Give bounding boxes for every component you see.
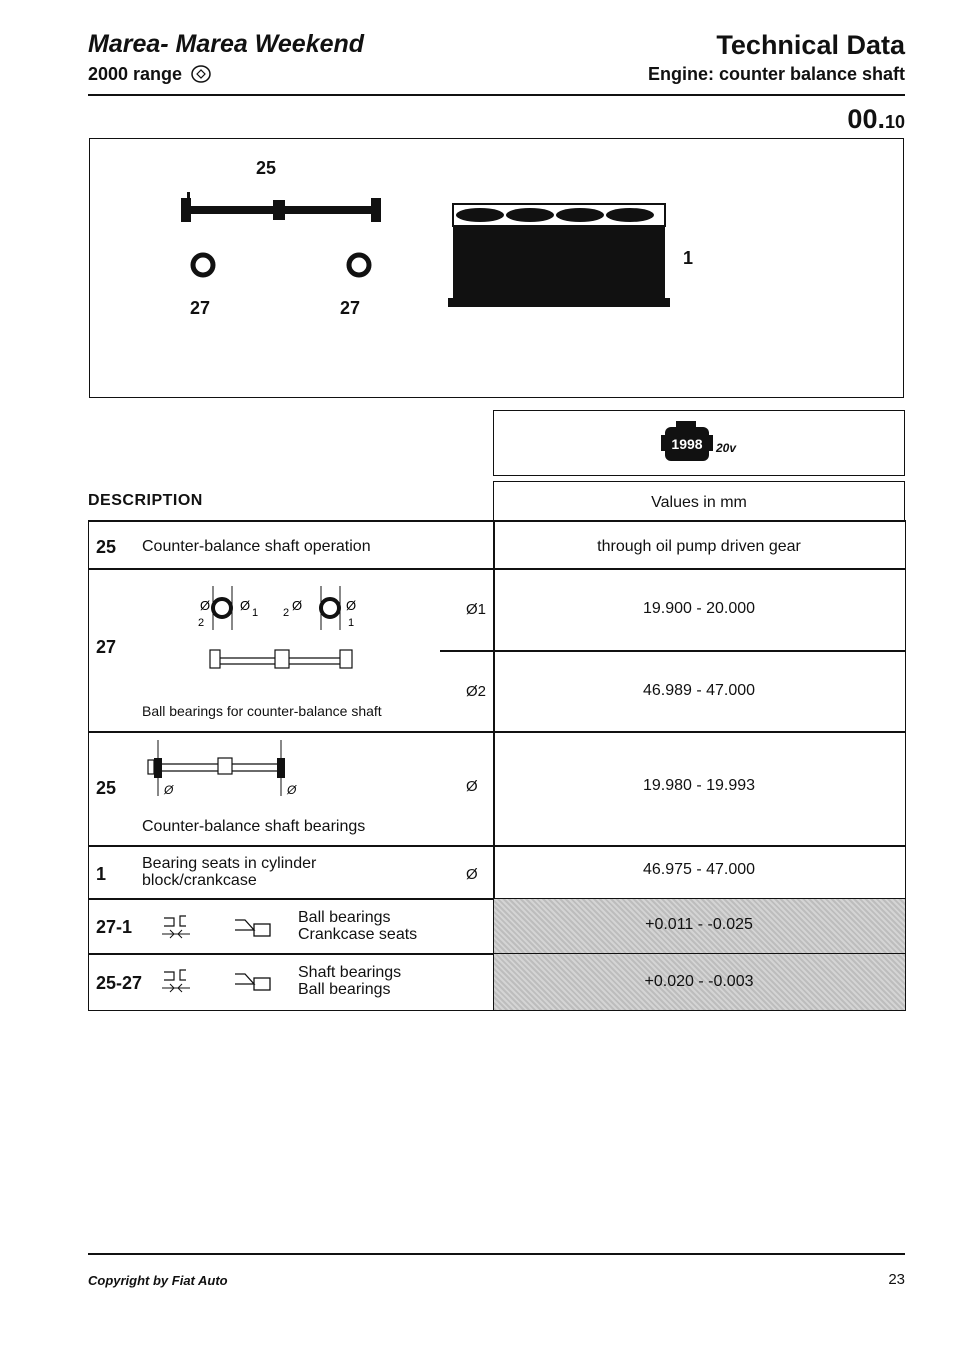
engine-block-icon: [661, 421, 713, 467]
shaft-bearing-diagram: [143, 738, 313, 802]
diagram-dia-4: Ø: [346, 598, 357, 613]
section-subtitle: Engine: counter balance shaft: [647, 64, 905, 84]
header-divider: [88, 94, 905, 96]
table-row-3-value: 19.980 - 19.993: [642, 777, 756, 794]
engine-displacement: 1998: [671, 436, 703, 452]
engine-logo-icon: [191, 65, 211, 83]
table-row-2-value-1: 19.900 - 20.000: [642, 600, 756, 617]
row-rule-2a: [440, 650, 906, 652]
clearance-icon-2: [160, 966, 280, 998]
table-row-4-value: 46.975 - 47.000: [642, 861, 756, 878]
figure-label-1: 1: [683, 248, 694, 268]
page-code-small: 10: [884, 112, 905, 132]
copyright-text: Copyright by Fiat Auto: [88, 1273, 228, 1288]
cylinder-block-diagram: [448, 200, 673, 312]
table-row-4-desc: [142, 855, 316, 889]
table-row-1-num: 25: [96, 537, 117, 557]
diagram-dia-6: Ø: [287, 783, 297, 797]
diagram-sub-2b: 2: [283, 607, 290, 619]
table-row-4-num: 1: [96, 864, 107, 884]
values-heading: Values in mm: [651, 494, 747, 511]
table-row-5-desc-line2: Crankcase seats: [298, 926, 418, 943]
diagram-dia-3: Ø: [292, 598, 303, 613]
footer-divider: [88, 1253, 905, 1255]
table-row-3-desc: Counter-balance shaft bearings: [142, 818, 366, 835]
diagram-sub-2a: 2: [198, 617, 205, 629]
table-row-4-symbol: Ø: [466, 866, 478, 883]
table-row-5-desc-line1: Ball bearings: [298, 909, 391, 926]
figure-label-25: 25: [256, 158, 277, 178]
range-label: [88, 64, 211, 85]
page-code-main: 00.: [847, 104, 885, 134]
diagram-dia-5: Ø: [164, 783, 174, 797]
table-row-6-value: +0.020 - -0.003: [644, 973, 754, 990]
table-row-6-num: 25-27: [96, 973, 143, 993]
figure-label-27-right: 27: [340, 298, 361, 318]
page-number: 23: [888, 1271, 905, 1288]
table-row-4-desc-line2: block/crankcase: [142, 872, 257, 889]
diagram-sub-1b: 1: [348, 617, 355, 629]
table-row-1-value: through oil pump driven gear: [597, 538, 801, 555]
table-row-3-symbol: Ø: [466, 778, 478, 795]
row-rule-3: [88, 845, 906, 847]
counterbalance-shaft-diagram: [175, 188, 390, 288]
clearance-icon: [160, 912, 280, 944]
table-row-2-symbol-2: Ø2: [466, 683, 487, 700]
page-code: [847, 104, 905, 135]
diagram-dia-2: Ø: [240, 598, 251, 613]
range-text: 2000 range: [88, 64, 183, 84]
section-title: Technical Data: [716, 30, 905, 60]
row-rule-2: [88, 731, 906, 733]
table-row-3-num: 25: [96, 778, 117, 798]
table-row-6-desc-line1: Shaft bearings: [298, 964, 402, 981]
row-rule-1: [88, 568, 906, 570]
diagram-sub-1a: 1: [252, 607, 259, 619]
engine-valves: 20v: [716, 441, 737, 455]
manual-title: Marea- Marea Weekend: [88, 30, 365, 58]
table-header-rule: [88, 520, 906, 522]
description-heading: DESCRIPTION: [88, 492, 203, 509]
table-row-5-value: +0.011 - -0.025: [645, 916, 753, 933]
table-row-5-num: 27-1: [96, 917, 133, 937]
table-row-6-desc-line2: Ball bearings: [298, 981, 391, 998]
figure-label-27-left: 27: [190, 298, 211, 318]
table-row-2-desc: Ball bearings for counter-balance shaft: [142, 703, 382, 719]
diagram-dia-1: Ø: [200, 598, 211, 613]
table-row-2-value-2: 46.989 - 47.000: [642, 682, 756, 699]
table-row-1-desc: Counter-balance shaft operation: [142, 538, 371, 555]
ball-bearing-diagram: [180, 578, 380, 678]
table-row-6-desc: [298, 964, 401, 998]
table-row-4-desc-line1: Bearing seats in cylinder: [142, 855, 317, 872]
table-row-2-num: 27: [96, 637, 117, 657]
table-row-2-symbol-1: Ø1: [466, 601, 487, 618]
table-row-5-desc: [298, 909, 417, 943]
